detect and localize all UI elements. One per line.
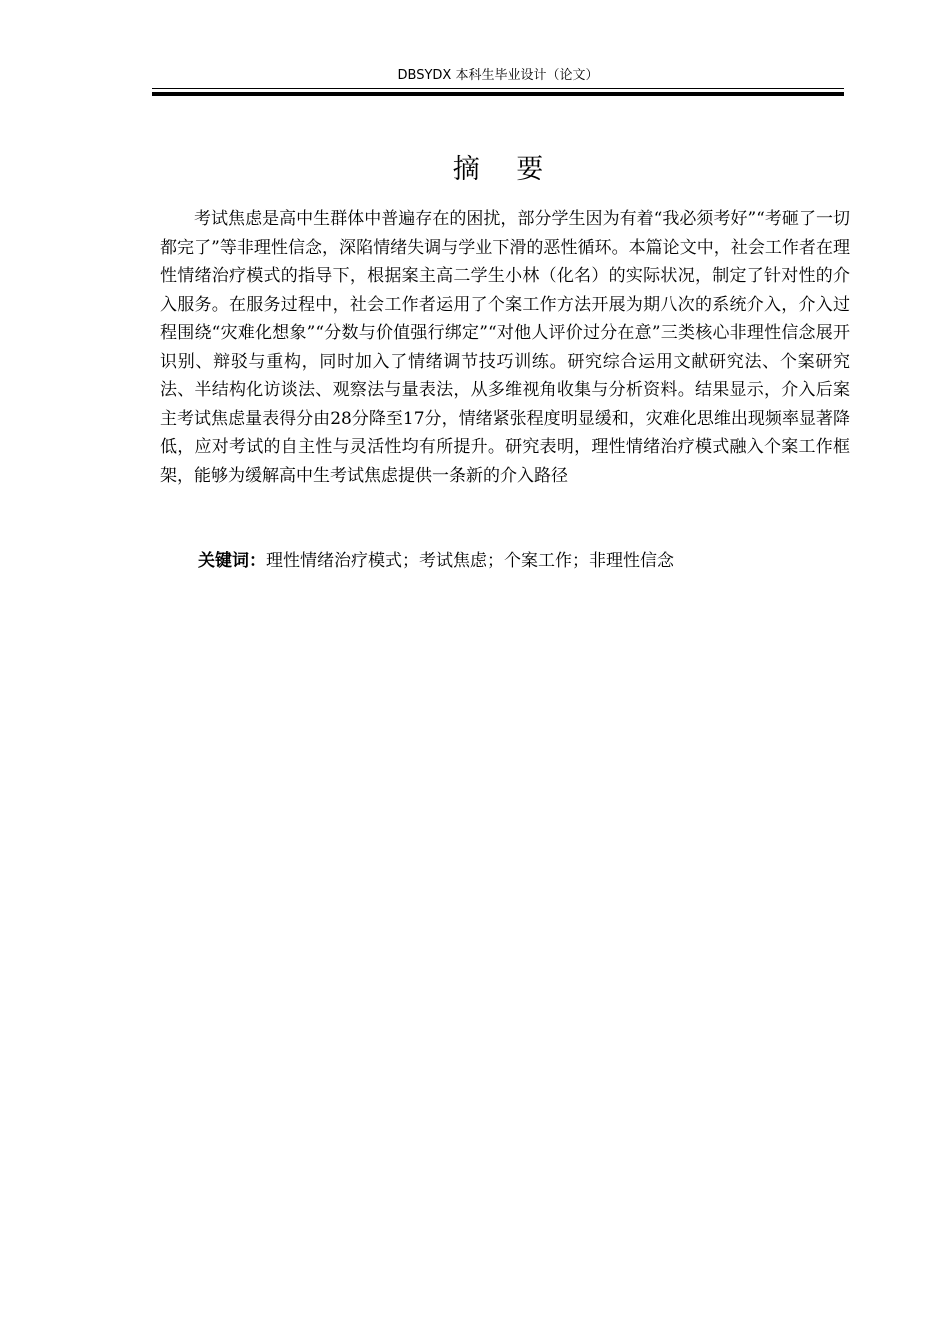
abstract-body: 考试焦虑是高中生群体中普遍存在的困扰，部分学生因为有着“我必须考好”“考砸了一切都完了”等非理性信念，深陷情绪失调与学业下滑的恶性循环。本篇论文中，社会工作者在理性情绪治疗模式的指导下，根据案主高二学生小林（化名）的实际状况，制定了针对性的介入服务。在服务过程中，社会工作者运用了个案工作方法开展为期八次的系统介入，介入过程围绕“灾难化想象”“分数与价值强行绑定”“对他人评价过分在意”三类核心非理性信念展开识别、辩驳与重构，同时加入了情绪调节技巧训练。研究综合运用文献研究法、个案研究法、半结构化访谈法、观察法与量表法，从多维视角收集与分析资料。结果显示，介入后案主考试焦虑量表得分由28分降至17分，情绪紧张程度明显缓和，灾难化思维出现频率显著降低，应对考试的自主性与灵活性均有所提升。研究表明，理性情绪治疗模式融入个案工作框架，能够为缓解高中生考试焦虑提供一条新的介入路径: [160, 209, 850, 486]
header-rule-thin: [152, 88, 844, 89]
header-rule-thick: [152, 92, 844, 96]
keywords-label: 关键词：: [198, 551, 266, 571]
keywords-value: 理性情绪治疗模式；考试焦虑；个案工作；非理性信念: [266, 551, 674, 571]
keywords-line: [198, 547, 838, 575]
abstract-title: 摘 要: [452, 154, 558, 185]
page-header: DBSYDX 本科生毕业设计（论文）: [397, 68, 599, 83]
